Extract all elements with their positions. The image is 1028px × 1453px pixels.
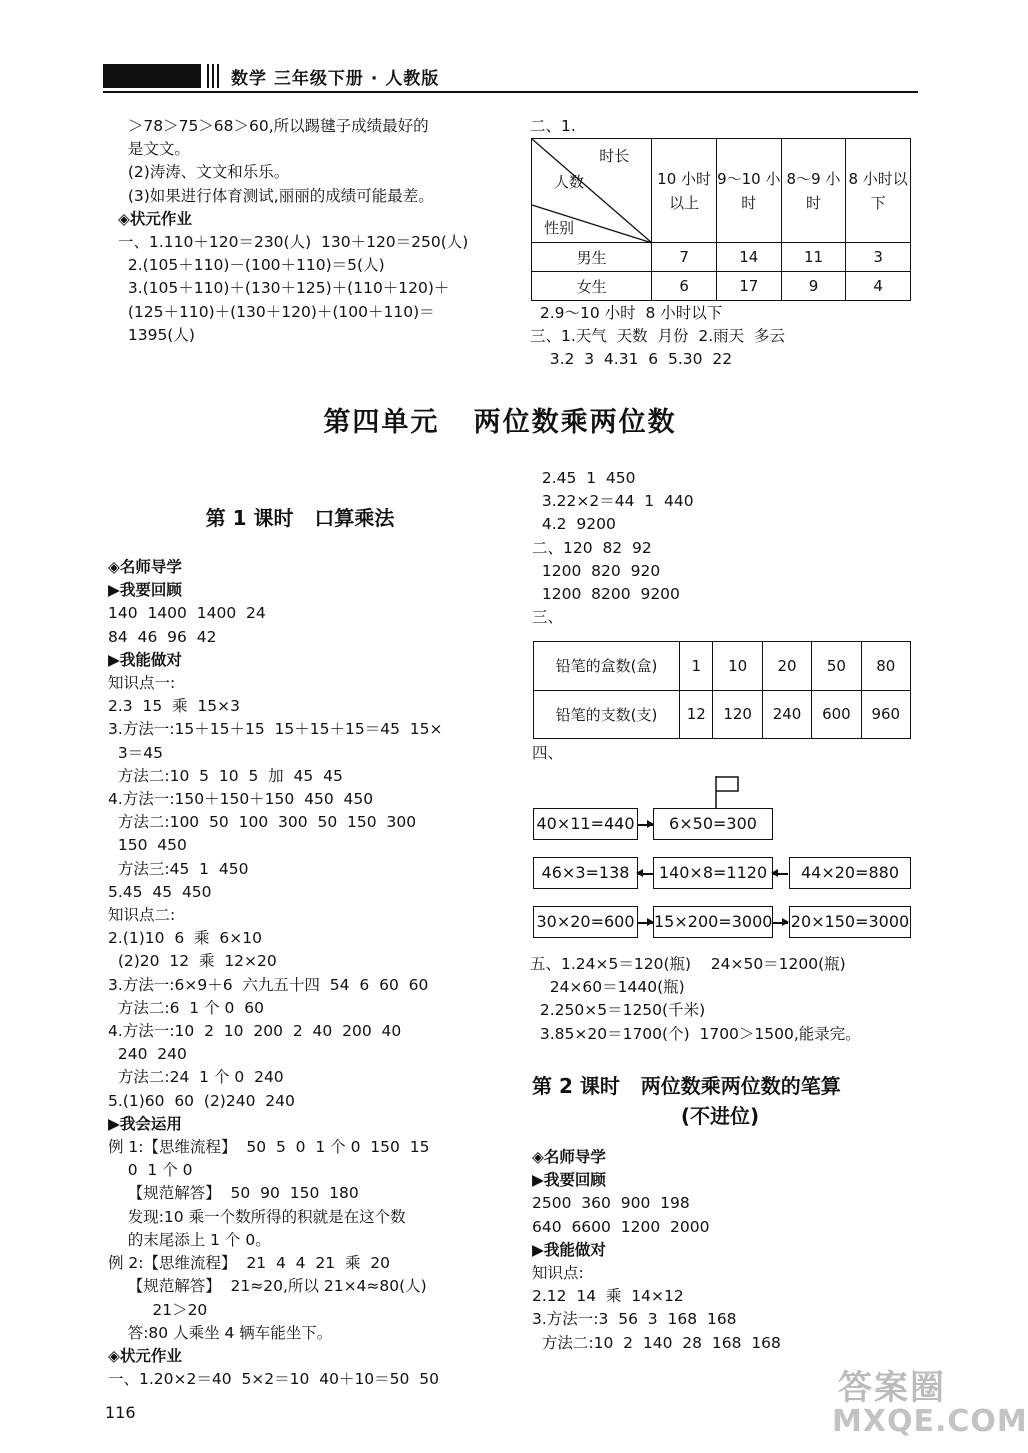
text-line: ◈状元作业 [118, 209, 192, 228]
text-line: 2.45 1 450 [532, 469, 636, 487]
text-line: 【规范解答】 50 90 150 180 [108, 1184, 359, 1203]
text-line: ◈名师导学 [532, 1148, 606, 1166]
table-cell: 240 [762, 690, 811, 739]
text-line: ▶我能做对 [108, 650, 182, 669]
text-line: 2500 360 900 198 [532, 1194, 690, 1213]
text-line: (2)20 12 乘 12×20 [108, 952, 277, 971]
table-row-label: 铅笔的支数(支) [534, 690, 680, 739]
text-line: 21＞20 [108, 1300, 208, 1319]
table-row-label: 铅笔的盒数(盒) [534, 642, 680, 691]
text-line: 1395(人) [118, 325, 195, 344]
study-time-table [531, 138, 911, 301]
text-line: 知识点: [532, 1264, 584, 1283]
text-line: 1200 820 920 [532, 561, 661, 580]
lesson2-subtitle: (不进位) [680, 1104, 760, 1128]
text-line: 3.2 3 4.31 6 5.30 22 [530, 350, 733, 369]
text-line: 3.方法一:15＋15＋15 15＋15＋15＝45 15× [108, 720, 443, 739]
table-cell: 960 [861, 690, 910, 739]
header-title: 数学 三年级下册 · 人教版 [231, 69, 440, 89]
table-cell: 10 [713, 642, 762, 691]
flow-box: 20×150=3000 [789, 906, 911, 938]
table-corner-cell [532, 139, 652, 243]
watermark-glyphs: 答案圈 [838, 1368, 946, 1408]
text-line: 640 6600 1200 2000 [532, 1217, 710, 1236]
top-right-label [530, 115, 576, 138]
text-line: 84 46 96 42 [108, 627, 217, 646]
lesson2-title: 第 2 课时 两位数乘两位数的笔算 [532, 1074, 841, 1098]
text-line: 140 1400 1400 24 [108, 604, 266, 623]
text-line: (2)涛涛、文文和乐乐。 [118, 163, 290, 182]
flow-box: 30×20=600 [533, 906, 638, 938]
text-line: ▶我会运用 [108, 1114, 182, 1133]
text-line: 5.45 45 450 [108, 882, 212, 901]
watermark-text: MXQE.COM [832, 1404, 1028, 1439]
table-header: 8 小时以下 [846, 139, 911, 243]
text-line: 方法二:100 50 100 300 50 150 300 [108, 813, 417, 832]
flow-box: 44×20=880 [789, 857, 911, 889]
arrow-left [772, 873, 788, 875]
top-left-answers [118, 115, 503, 347]
text-line: 4.方法一:150＋150＋150 450 450 [108, 790, 374, 809]
text-line: ＞78＞75＞68＞60,所以踢毽子成绩最好的 [118, 117, 429, 135]
section4 [532, 742, 563, 765]
running-header [103, 58, 918, 92]
arrow-right [637, 922, 653, 924]
text-line: 150 450 [108, 836, 187, 855]
flow-box: 6×50=300 [653, 808, 773, 840]
text-line: 例 1:【思维流程】 50 5 0 1 个 0 150 15 [108, 1138, 430, 1157]
lesson2-answers [532, 1146, 932, 1355]
text-line: ◈名师导学 [108, 558, 182, 576]
text-line: 2.12 14 乘 14×12 [532, 1287, 684, 1306]
text-line: 一、1.20×2＝40 5×2＝10 40＋10＝50 50 [108, 1370, 439, 1389]
text-line: ▶我能做对 [532, 1240, 606, 1259]
flow-box: 15×200=3000 [653, 906, 773, 938]
corner-label-mid: 人数 [554, 173, 585, 191]
page-number: 116 [105, 1403, 136, 1422]
table-cell: 7 [652, 243, 717, 272]
arrow-right [637, 824, 653, 826]
text-line: 方法二:10 5 10 5 加 45 45 [108, 766, 343, 785]
text-line: ▶我要回顾 [532, 1171, 606, 1190]
corner-label-top: 时长 [599, 147, 630, 165]
table-header: 10 小时以上 [652, 139, 717, 243]
table-cell: 3 [846, 243, 911, 272]
table-cell: 120 [713, 690, 762, 739]
text-line: 3.85×20＝1700(个) 1700＞1500,能录完。 [530, 1024, 861, 1043]
table-cell: 1 [680, 642, 713, 691]
text-line: 2.3 15 乘 15×3 [108, 697, 241, 716]
flow-box: 40×11=440 [533, 808, 638, 840]
text-line: 4.2 9200 [532, 515, 616, 534]
table-cell: 12 [680, 690, 713, 739]
text-line: (125＋110)＋(130＋120)＋(100＋110)＝ [118, 302, 435, 321]
pencil-table [533, 641, 911, 739]
text-line: (3)如果进行体育测试,丽丽的成绩可能最差。 [118, 186, 434, 205]
table-row-label: 男生 [532, 243, 652, 272]
text-line: 0 1 个 0 [108, 1161, 193, 1180]
text-line: 24×60＝1440(瓶) [530, 978, 685, 997]
text-line: 的末尾添上 1 个 0。 [108, 1230, 271, 1249]
flag-icon [712, 774, 742, 810]
watermark [820, 1360, 1028, 1445]
text-line: 3.(105＋110)＋(130＋125)＋(110＋120)＋ [118, 279, 450, 298]
text-line: 3＝45 [108, 743, 163, 762]
table-cell: 9 [781, 272, 846, 301]
text-line: 3.方法一:3 56 3 168 168 [532, 1310, 737, 1329]
right-answers-2 [530, 953, 960, 1046]
text-line: 五、1.24×5＝120(瓶) 24×50＝1200(瓶) [530, 955, 846, 973]
right-answers-1 [532, 467, 932, 629]
table-header: 8～9 小时 [781, 139, 846, 243]
arrow-left [637, 873, 653, 875]
table-cell: 14 [716, 243, 781, 272]
header-black-bar [103, 64, 201, 88]
table-cell: 17 [716, 272, 781, 301]
text-line: 一、1.110＋120＝230(人) 130＋120＝250(人) [118, 233, 469, 252]
text-line: 【规范解答】 21≈20,所以 21×4≈80(人) [108, 1277, 427, 1296]
header-stripes [207, 64, 221, 88]
text-line: 三、1.天气 天数 月份 2.雨天 多云 [530, 327, 785, 346]
table-cell: 600 [812, 690, 861, 739]
unit-title: 第四单元 两位数乘两位数 [323, 407, 677, 438]
top-right-answers [530, 302, 930, 372]
lesson1-title: 第 1 课时 口算乘法 [205, 506, 395, 530]
arrow-right [772, 922, 788, 924]
text-line: 知识点一: [108, 674, 176, 693]
text-line: ◈状元作业 [108, 1346, 182, 1365]
text-line: 240 240 [108, 1045, 187, 1064]
text-line: 3.方法一:6×9＋6 六九五十四 54 6 60 60 [108, 975, 429, 994]
text-line: 方法二:6 1 个 0 60 [108, 998, 264, 1017]
text-line: 2.9～10 小时 8 小时以下 [530, 304, 723, 322]
text-line: 是文文。 [118, 140, 190, 159]
table-cell: 20 [762, 642, 811, 691]
text-line: 知识点二: [108, 906, 176, 925]
text-line: 3.22×2＝44 1 440 [532, 492, 694, 511]
text-line: 三、 [532, 608, 564, 627]
table-cell: 11 [781, 243, 846, 272]
table-cell: 6 [652, 272, 717, 301]
header-rule [103, 91, 918, 93]
table-cell: 50 [812, 642, 861, 691]
section-label: 二、1. [530, 117, 576, 135]
text-line: 2.(1)10 6 乘 6×10 [108, 929, 262, 948]
text-line: 二、120 82 92 [532, 538, 652, 557]
lesson1-answers [108, 556, 503, 1391]
text-line: 2.250×5＝1250(千米) [530, 1001, 706, 1020]
section-label: 四、 [532, 744, 564, 762]
table-cell: 80 [861, 642, 910, 691]
table-header: 9～10 小时 [716, 139, 781, 243]
text-line: 方法二:24 1 个 0 240 [108, 1068, 284, 1087]
text-line: 方法三:45 1 450 [108, 859, 249, 878]
text-line: 1200 8200 9200 [532, 585, 680, 604]
text-line: 4.方法一:10 2 10 200 2 40 200 40 [108, 1022, 402, 1041]
corner-label-bottom: 性别 [544, 219, 575, 237]
text-line: 发现:10 乘一个数所得的积就是在这个数 [108, 1207, 406, 1226]
table-row-label: 女生 [532, 272, 652, 301]
text-line: 2.(105＋110)－(100＋110)＝5(人) [118, 256, 385, 275]
text-line: 例 2:【思维流程】 21 4 4 21 乘 20 [108, 1254, 391, 1273]
flow-box: 46×3=138 [533, 857, 638, 889]
text-line: 方法二:10 2 140 28 168 168 [532, 1333, 781, 1352]
text-line: 答:80 人乘坐 4 辆车能坐下。 [108, 1323, 333, 1342]
text-line: ▶我要回顾 [108, 581, 182, 600]
text-line: 5.(1)60 60 (2)240 240 [108, 1091, 295, 1110]
table-cell: 4 [846, 272, 911, 301]
flow-box: 140×8=1120 [653, 857, 773, 889]
